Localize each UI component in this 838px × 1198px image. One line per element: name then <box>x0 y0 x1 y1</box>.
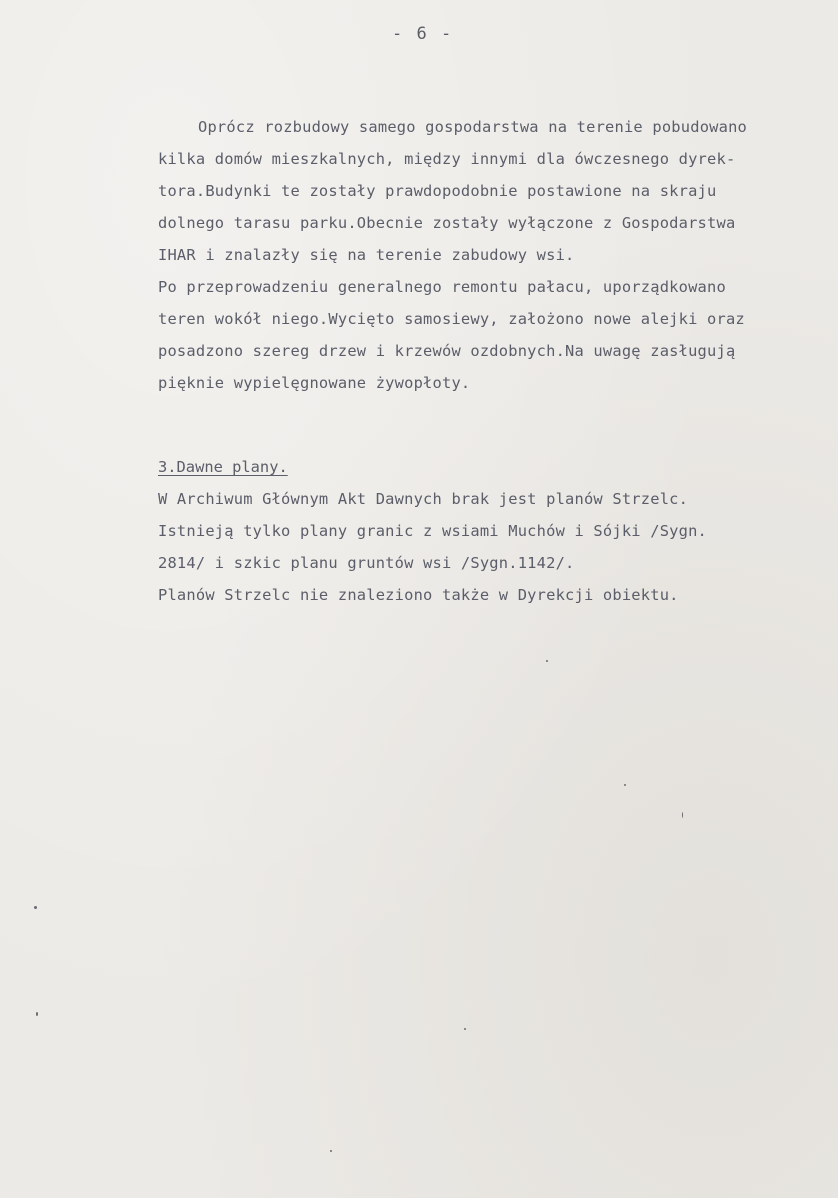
page-number: - 6 - <box>392 24 454 44</box>
paragraph-2-line-3: posadzono szereg drzew i krzewów ozdobnych.Na uwagę zasługują <box>158 342 736 360</box>
paragraph-1-line-2: kilka domów mieszkalnych, między innymi dla ówczesnego dyrek- <box>158 150 736 168</box>
section-3-line-1: W Archiwum Głównym Akt Dawnych brak jest planów Strzelc. <box>158 490 689 508</box>
paper-speck <box>464 1028 466 1030</box>
paper-speck <box>624 784 626 786</box>
paragraph-1-line-4: dolnego tarasu parku.Obecnie zostały wyłączone z Gospodarstwa <box>158 214 736 232</box>
paragraph-2-line-4: pięknie wypielęgnowane żywopłoty. <box>158 374 471 392</box>
section-heading: 3.Dawne plany. <box>158 458 288 476</box>
paper-speck <box>546 660 548 662</box>
paper-speck <box>36 1012 38 1016</box>
section-3-line-2: Istnieją tylko plany granic z wsiami Muchów i Sójki /Sygn. <box>158 522 708 540</box>
paragraph-1-line-1: Oprócz rozbudowy samego gospodarstwa na terenie pobudowano <box>198 118 748 136</box>
paragraph-2-line-1: Po przeprowadzeniu generalnego remontu pałacu, uporządkowano <box>158 278 726 296</box>
section-3-line-4: Planów Strzelc nie znaleziono także w Dyrekcji obiektu. <box>158 586 679 604</box>
paper-speck <box>330 1150 332 1152</box>
paragraph-1-line-3: tora.Budynki te zostały prawdopodobnie postawione na skraju <box>158 182 717 200</box>
paragraph-1-line-5: IHAR i znalazły się na terenie zabudowy wsi. <box>158 246 575 264</box>
paragraph-2-line-2: teren wokół niego.Wycięto samosiewy, założono nowe alejki oraz <box>158 310 745 328</box>
section-3-line-3: 2814/ i szkic planu gruntów wsi /Sygn.1142/. <box>158 554 575 572</box>
paper-speck <box>682 812 683 818</box>
paper-speck <box>34 906 37 909</box>
